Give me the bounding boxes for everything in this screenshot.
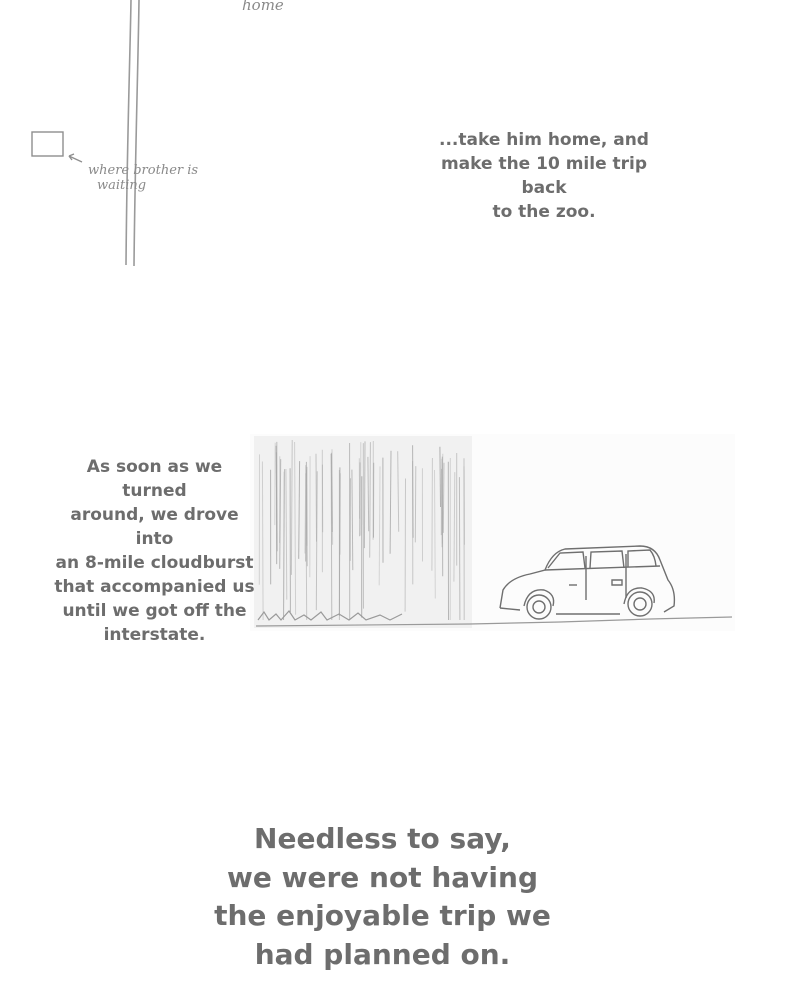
brother-label-line2: waiting: [97, 178, 147, 193]
rain-streak: [440, 447, 441, 507]
caption-line: the enjoyable trip we: [214, 899, 551, 932]
caption-line: make the 10 mile trip back: [440, 154, 648, 198]
caption-line: we were not having: [227, 860, 538, 894]
rain-streak: [370, 442, 371, 557]
caption-line: Needless to say,: [254, 822, 511, 855]
rain-streak: [364, 441, 365, 548]
rain-streak: [262, 462, 263, 621]
caption-line: around, we drove into: [70, 505, 239, 549]
rain-streak: [415, 466, 416, 542]
conclusion-caption: [190, 820, 575, 974]
caption-line: As soon as we turned: [86, 457, 223, 501]
cloudburst-caption: [52, 455, 257, 647]
caption-line: ...take him home, and: [439, 130, 649, 150]
caption-line: an 8-mile cloudburst: [55, 553, 254, 573]
rain-streak: [432, 458, 433, 571]
home-label: home: [242, 0, 284, 14]
caption-line: had planned on.: [254, 937, 511, 971]
rain-streak: [459, 477, 460, 620]
caption-line: that accompanied us: [54, 577, 255, 597]
rain-streak: [442, 454, 443, 544]
caption-line: to the zoo.: [492, 202, 596, 222]
rain-streak: [443, 463, 444, 533]
rain-streak: [331, 454, 332, 620]
caption-line: interstate.: [103, 625, 206, 645]
rain-streak: [316, 454, 317, 542]
caption-line: until we got off the: [62, 601, 247, 621]
brother-label-line1: where brother is: [88, 163, 199, 178]
